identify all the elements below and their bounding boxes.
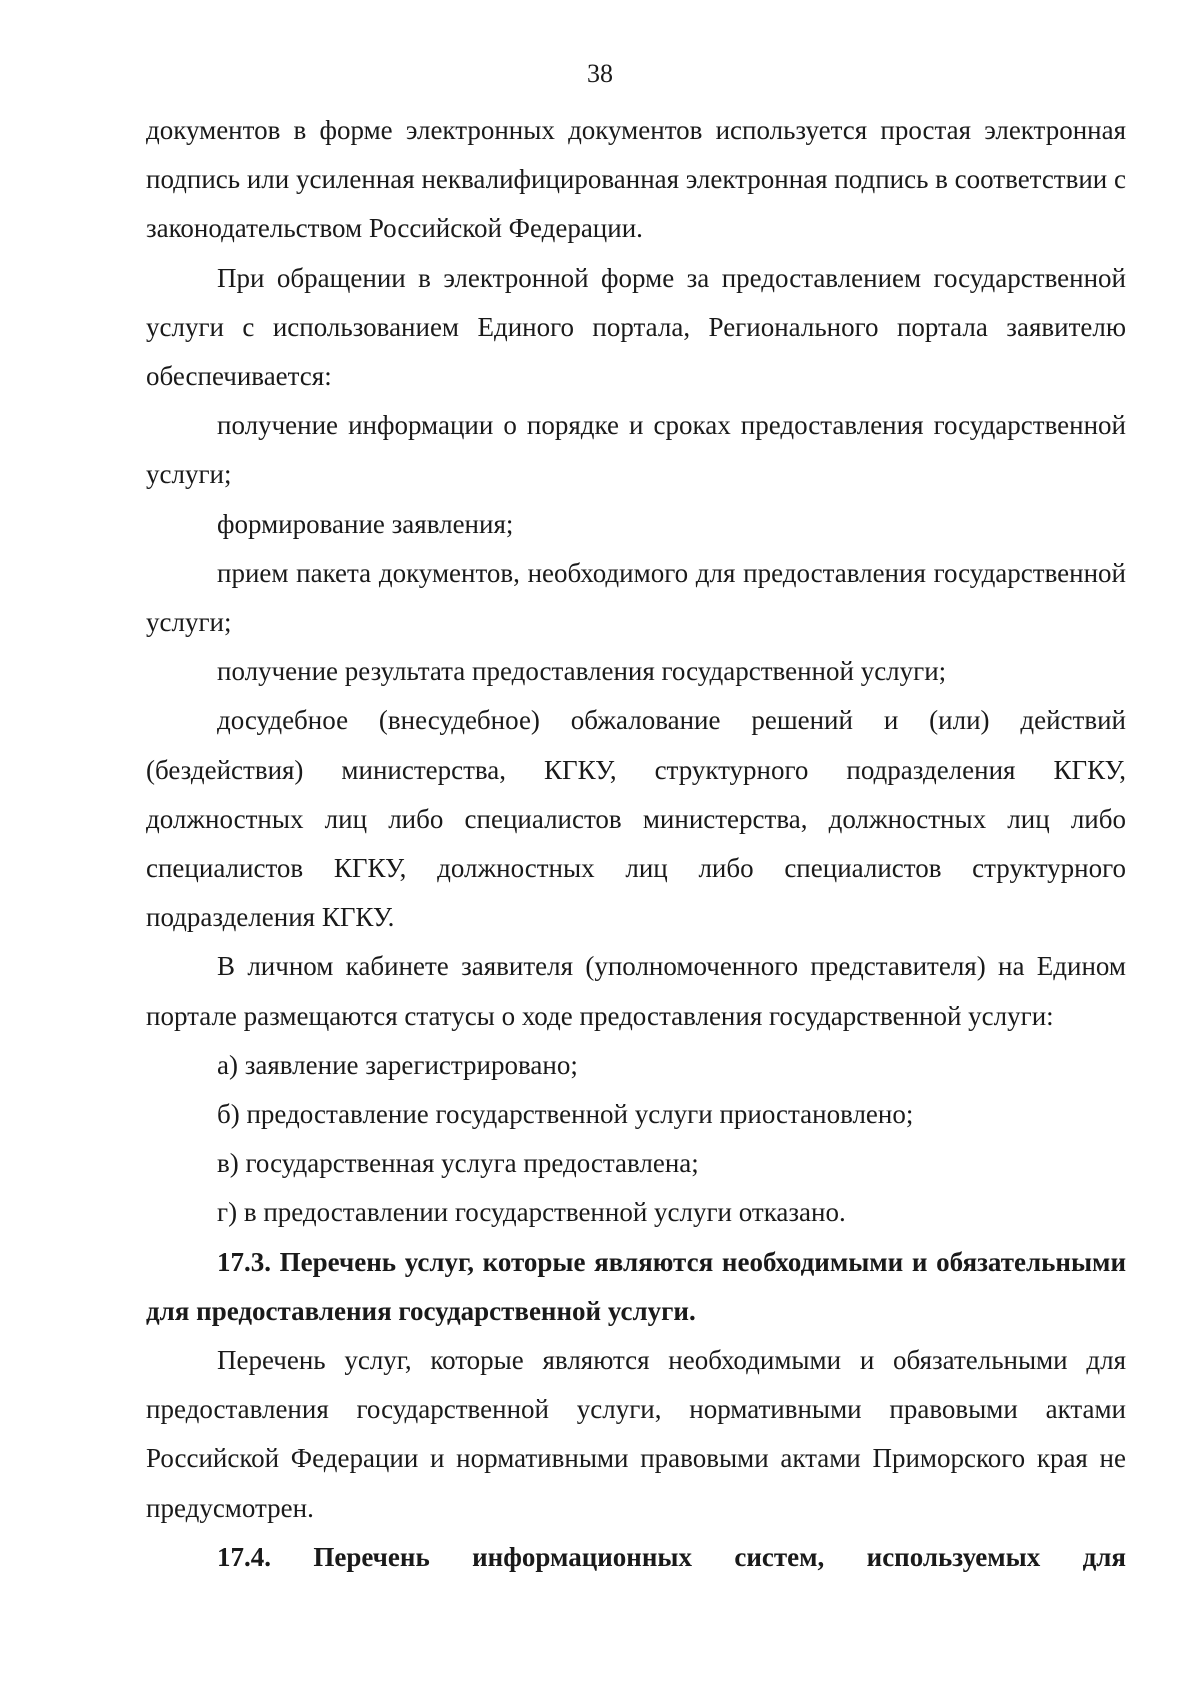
section-heading-17-4: 17.4. Перечень информационных систем, используемых для bbox=[217, 1541, 1126, 1572]
status-item-registered: а) заявление зарегистрировано; bbox=[217, 1049, 578, 1080]
status-item-suspended: б) предоставление государственной услуги приостановлено; bbox=[217, 1099, 914, 1130]
list-item-application-forming: формирование заявления; bbox=[217, 508, 514, 539]
status-item-provided: в) государственная услуга предоставлена; bbox=[217, 1148, 699, 1179]
paragraph-personal-account: В личном кабинете заявителя (уполномоченного представителя) на Едином портале размещаются статусы о ходе предоставления государственной услуги: bbox=[146, 951, 1126, 1031]
document-body bbox=[146, 106, 1126, 1582]
list-item-result-receipt: получение результата предоставления государственной услуги; bbox=[217, 656, 947, 687]
list-item-documents-receipt: прием пакета документов, необходимого для предоставления государственной услуги; bbox=[146, 557, 1126, 638]
status-item-refused: г) в предоставлении государственной услуги отказано. bbox=[217, 1197, 846, 1228]
paragraph-electronic-signature: документов в форме электронных документов используется простая электронная подпись или усиленная неквалифицированная электронная подпись в соответствии с законодательством Российской Федерации. bbox=[146, 115, 1126, 244]
paragraph-electronic-request: При обращении в электронной форме за предоставлением государственной услуги с использованием Единого портала, Регионального портала заявителю обеспечивается: bbox=[146, 262, 1126, 392]
paragraph-required-services: Перечень услуг, которые являются необходимыми и обязательными для предоставления государственной услуги, нормативными правовыми актами Российской Федерации и нормативными правовыми актами Приморского края не предусмотрен. bbox=[146, 1345, 1126, 1523]
page-number: 38 bbox=[587, 59, 613, 88]
list-item-appeal: досудебное (внесудебное) обжалование решений и (или) действий (бездействия) министерства, КГКУ, структурного подразделения КГКУ, должностных лиц либо специалистов министерства, должностных лиц либо специалистов КГКУ, должностных лиц либо специалистов структурного подразделения КГКУ. bbox=[146, 705, 1126, 933]
section-heading-17-3: 17.3. Перечень услуг, которые являются необходимыми и обязательными для предоставления государственной услуги. bbox=[146, 1246, 1126, 1326]
list-item-information: получение информации о порядке и сроках предоставления государственной услуги; bbox=[146, 410, 1126, 490]
